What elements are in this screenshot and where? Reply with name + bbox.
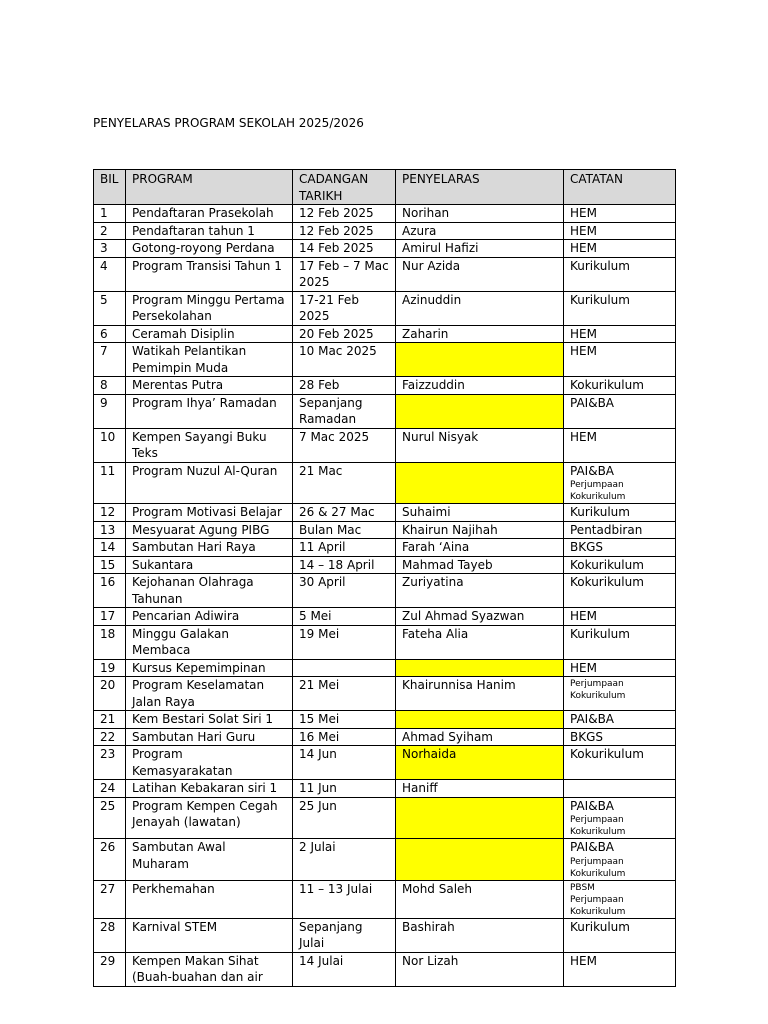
cell-program: Mesyuarat Agung PIBG: [126, 521, 293, 539]
cell-bil: 26: [94, 839, 126, 881]
cell-bil: 27: [94, 880, 126, 918]
table-row: [94, 291, 676, 325]
header-program: PROGRAM: [126, 170, 293, 205]
table-row: [94, 240, 676, 258]
table-header-row: [94, 170, 676, 205]
cell-catatan: [564, 780, 676, 798]
cell-tarikh: 11 – 13 Julai: [293, 880, 396, 918]
catatan-label: Kurikulum: [570, 258, 630, 273]
table-body: [94, 205, 676, 987]
cell-program: Kejohanan Olahraga Tahunan: [126, 574, 293, 608]
catatan-label: HEM: [570, 660, 597, 675]
cell-program: Sambutan Hari Raya: [126, 539, 293, 557]
cell-penyelaras: Norihan: [396, 205, 564, 223]
cell-bil: 29: [94, 952, 126, 986]
cell-penyelaras: Nor Lizah: [396, 952, 564, 986]
cell-bil: 3: [94, 240, 126, 258]
cell-program: Program Keselamatan Jalan Raya: [126, 677, 293, 711]
catatan-label: HEM: [570, 953, 597, 968]
table-row: [94, 504, 676, 522]
cell-penyelaras: Zuriyatina: [396, 574, 564, 608]
cell-program: Sukantara: [126, 556, 293, 574]
cell-tarikh: 30 April: [293, 574, 396, 608]
cell-program: Karnival STEM: [126, 918, 293, 952]
catatan-note: PBSM: [570, 882, 595, 893]
header-bil: BIL: [94, 170, 126, 205]
cell-penyelaras: Farah ‘Aina: [396, 539, 564, 557]
catatan-label: HEM: [570, 609, 597, 623]
cell-tarikh: 26 & 27 Mac: [293, 504, 396, 522]
cell-program: Kempen Makan Sihat (Buah-buahan dan air: [126, 952, 293, 986]
cell-bil: 8: [94, 377, 126, 395]
cell-catatan: [564, 677, 676, 711]
cell-tarikh: Sepanjang Ramadan: [293, 394, 396, 428]
catatan-note: Perjumpaan: [570, 856, 624, 867]
cell-bil: 23: [94, 746, 126, 780]
document-title: PENYELARAS PROGRAM SEKOLAH 2025/2026: [93, 116, 364, 130]
cell-program: Pendaftaran Prasekolah: [126, 205, 293, 223]
catatan-label: HEM: [570, 223, 597, 238]
cell-bil: 6: [94, 325, 126, 343]
catatan-label: PAI&BA: [570, 798, 615, 813]
cell-tarikh: 19 Mei: [293, 625, 396, 659]
cell-tarikh: 12 Feb 2025: [293, 205, 396, 223]
catatan-note: Perjumpaan: [570, 815, 624, 825]
cell-catatan: [564, 797, 676, 839]
table-row: [94, 462, 676, 504]
cell-penyelaras: [396, 839, 564, 881]
cell-penyelaras: Nur Azida: [396, 257, 564, 291]
catatan-label: Kokurikulum: [570, 747, 644, 761]
cell-tarikh: 14 Jun: [293, 746, 396, 780]
cell-penyelaras: [396, 343, 564, 377]
cell-bil: 21: [94, 711, 126, 729]
catatan-note: Kokurikulum: [570, 827, 626, 837]
cell-catatan: [564, 746, 676, 780]
cell-tarikh: 7 Mac 2025: [293, 428, 396, 462]
cell-penyelaras: Nurul Nisyak: [396, 428, 564, 462]
cell-bil: 16: [94, 574, 126, 608]
cell-tarikh: 17 Feb – 7 Mac 2025: [293, 257, 396, 291]
cell-bil: 15: [94, 556, 126, 574]
cell-catatan: [564, 257, 676, 291]
catatan-note: Perjumpaan: [570, 894, 624, 905]
cell-bil: 25: [94, 797, 126, 839]
catatan-label: Kurikulum: [570, 292, 630, 307]
catatan-label: BKGS: [570, 729, 604, 744]
cell-penyelaras: Azinuddin: [396, 291, 564, 325]
table-row: [94, 880, 676, 918]
cell-penyelaras: Faizzuddin: [396, 377, 564, 395]
catatan-label: Kokurikulum: [570, 378, 644, 392]
cell-bil: 13: [94, 521, 126, 539]
cell-catatan: [564, 240, 676, 258]
table-row: [94, 222, 676, 240]
cell-program: Pencarian Adiwira: [126, 608, 293, 626]
cell-catatan: [564, 325, 676, 343]
program-table: [93, 169, 676, 987]
cell-tarikh: 15 Mei: [293, 711, 396, 729]
cell-bil: 18: [94, 625, 126, 659]
cell-catatan: [564, 728, 676, 746]
cell-penyelaras: Bashirah: [396, 918, 564, 952]
cell-tarikh: 14 Julai: [293, 952, 396, 986]
table-row: [94, 677, 676, 711]
table-row: [94, 780, 676, 798]
cell-penyelaras: Fateha Alia: [396, 625, 564, 659]
cell-catatan: [564, 659, 676, 677]
cell-program: Program Nuzul Al-Quran: [126, 462, 293, 504]
cell-bil: 14: [94, 539, 126, 557]
cell-program: Sambutan Hari Guru: [126, 728, 293, 746]
header-tarikh: CADANGAN TARIKH: [293, 170, 396, 205]
cell-catatan: [564, 428, 676, 462]
cell-catatan: [564, 462, 676, 504]
table-row: [94, 377, 676, 395]
table-row: [94, 428, 676, 462]
catatan-label: Kurikulum: [570, 626, 630, 641]
catatan-label: HEM: [570, 326, 597, 341]
cell-program: Merentas Putra: [126, 377, 293, 395]
cell-bil: 5: [94, 291, 126, 325]
table-row: [94, 625, 676, 659]
catatan-label: HEM: [570, 344, 597, 358]
cell-penyelaras: Haniff: [396, 780, 564, 798]
catatan-label: PAI&BA: [570, 463, 615, 478]
table-row: [94, 343, 676, 377]
cell-bil: 9: [94, 394, 126, 428]
cell-program: Program Ihya’ Ramadan: [126, 394, 293, 428]
cell-penyelaras: Ahmad Syiham: [396, 728, 564, 746]
table-row: [94, 659, 676, 677]
cell-tarikh: 21 Mei: [293, 677, 396, 711]
cell-penyelaras: Amirul Hafizi: [396, 240, 564, 258]
cell-program: Ceramah Disiplin: [126, 325, 293, 343]
cell-penyelaras: Mahmad Tayeb: [396, 556, 564, 574]
catatan-label: Pentadbiran: [570, 522, 643, 537]
catatan-label: Kokurikulum: [570, 575, 644, 589]
cell-program: Kempen Sayangi Buku Teks: [126, 428, 293, 462]
cell-program: Pendaftaran tahun 1: [126, 222, 293, 240]
table-row: [94, 325, 676, 343]
cell-tarikh: 14 Feb 2025: [293, 240, 396, 258]
catatan-note: Kokurikulum: [570, 691, 626, 701]
cell-tarikh: 28 Feb: [293, 377, 396, 395]
cell-tarikh: Sepanjang Julai: [293, 918, 396, 952]
table-row: [94, 257, 676, 291]
cell-bil: 10: [94, 428, 126, 462]
cell-penyelaras: Khairun Najihah: [396, 521, 564, 539]
cell-catatan: [564, 521, 676, 539]
cell-catatan: [564, 539, 676, 557]
cell-tarikh: 20 Feb 2025: [293, 325, 396, 343]
cell-program: Latihan Kebakaran siri 1: [126, 780, 293, 798]
catatan-note: Perjumpaan: [570, 480, 624, 490]
cell-bil: 12: [94, 504, 126, 522]
table-row: [94, 728, 676, 746]
table-row: [94, 556, 676, 574]
catatan-note: Kokurikulum: [570, 492, 626, 502]
cell-program: Program Motivasi Belajar: [126, 504, 293, 522]
cell-tarikh: 11 Jun: [293, 780, 396, 798]
cell-tarikh: 12 Feb 2025: [293, 222, 396, 240]
cell-catatan: [564, 377, 676, 395]
cell-catatan: [564, 556, 676, 574]
cell-tarikh: 10 Mac 2025: [293, 343, 396, 377]
catatan-label: Kurikulum: [570, 505, 630, 519]
catatan-note: Perjumpaan: [570, 679, 624, 689]
catatan-label: PAI&BA: [570, 712, 615, 726]
cell-catatan: [564, 839, 676, 881]
cell-tarikh: 14 – 18 April: [293, 556, 396, 574]
cell-program: Gotong-royong Perdana: [126, 240, 293, 258]
cell-program: Program Transisi Tahun 1: [126, 257, 293, 291]
cell-catatan: [564, 394, 676, 428]
cell-bil: 7: [94, 343, 126, 377]
cell-penyelaras: Norhaida: [396, 746, 564, 780]
table-row: [94, 394, 676, 428]
table-row: [94, 746, 676, 780]
cell-program: Program Minggu Pertama Persekolahan: [126, 291, 293, 325]
header-penyelaras: PENYELARAS: [396, 170, 564, 205]
table-row: [94, 918, 676, 952]
cell-bil: 1: [94, 205, 126, 223]
cell-catatan: [564, 343, 676, 377]
cell-penyelaras: Khairunnisa Hanim: [396, 677, 564, 711]
cell-catatan: [564, 504, 676, 522]
cell-tarikh: 25 Jun: [293, 797, 396, 839]
cell-penyelaras: [396, 394, 564, 428]
cell-tarikh: Bulan Mac: [293, 521, 396, 539]
cell-catatan: [564, 880, 676, 918]
cell-bil: 2: [94, 222, 126, 240]
cell-catatan: [564, 711, 676, 729]
cell-catatan: [564, 222, 676, 240]
cell-catatan: [564, 952, 676, 986]
table-row: [94, 539, 676, 557]
cell-penyelaras: [396, 462, 564, 504]
table-row: [94, 711, 676, 729]
cell-bil: 24: [94, 780, 126, 798]
table-row: [94, 521, 676, 539]
cell-catatan: [564, 608, 676, 626]
cell-catatan: [564, 574, 676, 608]
table-row: [94, 608, 676, 626]
cell-bil: 19: [94, 659, 126, 677]
catatan-label: Kurikulum: [570, 919, 630, 934]
catatan-label: HEM: [570, 206, 597, 220]
cell-penyelaras: Azura: [396, 222, 564, 240]
cell-penyelaras: Suhaimi: [396, 504, 564, 522]
cell-penyelaras: Zaharin: [396, 325, 564, 343]
cell-bil: 28: [94, 918, 126, 952]
cell-program: Minggu Galakan Membaca: [126, 625, 293, 659]
table-row: [94, 952, 676, 986]
cell-catatan: [564, 205, 676, 223]
cell-program: Program Kempen Cegah Jenayah (lawatan): [126, 797, 293, 839]
cell-catatan: [564, 291, 676, 325]
header-catatan: CATATAN: [564, 170, 676, 205]
catatan-label: PAI&BA: [570, 840, 615, 854]
catatan-label: BKGS: [570, 540, 604, 554]
cell-tarikh: 5 Mei: [293, 608, 396, 626]
cell-penyelaras: [396, 711, 564, 729]
cell-catatan: [564, 625, 676, 659]
cell-program: Kem Bestari Solat Siri 1: [126, 711, 293, 729]
cell-bil: 17: [94, 608, 126, 626]
cell-program: Sambutan Awal Muharam: [126, 839, 293, 881]
catatan-label: HEM: [570, 241, 597, 255]
catatan-label: PAI&BA: [570, 395, 615, 410]
cell-catatan: [564, 918, 676, 952]
catatan-label: HEM: [570, 429, 597, 444]
table-row: [94, 839, 676, 881]
table-row: [94, 574, 676, 608]
cell-penyelaras: Zul Ahmad Syazwan: [396, 608, 564, 626]
cell-tarikh: 21 Mac: [293, 462, 396, 504]
cell-tarikh: 17-21 Feb 2025: [293, 291, 396, 325]
cell-tarikh: 2 Julai: [293, 839, 396, 881]
cell-program: Perkhemahan: [126, 880, 293, 918]
table-row: [94, 797, 676, 839]
cell-program: Watikah Pelantikan Pemimpin Muda: [126, 343, 293, 377]
cell-bil: 4: [94, 257, 126, 291]
catatan-note: Kokurikulum: [570, 906, 626, 917]
cell-program: Kursus Kepemimpinan: [126, 659, 293, 677]
cell-penyelaras: Mohd Saleh: [396, 880, 564, 918]
catatan-label: Kokurikulum: [570, 557, 644, 572]
cell-bil: 20: [94, 677, 126, 711]
cell-penyelaras: [396, 659, 564, 677]
catatan-note: Kokurikulum: [570, 868, 626, 879]
cell-tarikh: 11 April: [293, 539, 396, 557]
cell-program: Program Kemasyarakatan: [126, 746, 293, 780]
cell-bil: 22: [94, 728, 126, 746]
table-row: [94, 205, 676, 223]
cell-tarikh: [293, 659, 396, 677]
cell-tarikh: 16 Mei: [293, 728, 396, 746]
cell-penyelaras: [396, 797, 564, 839]
cell-bil: 11: [94, 462, 126, 504]
